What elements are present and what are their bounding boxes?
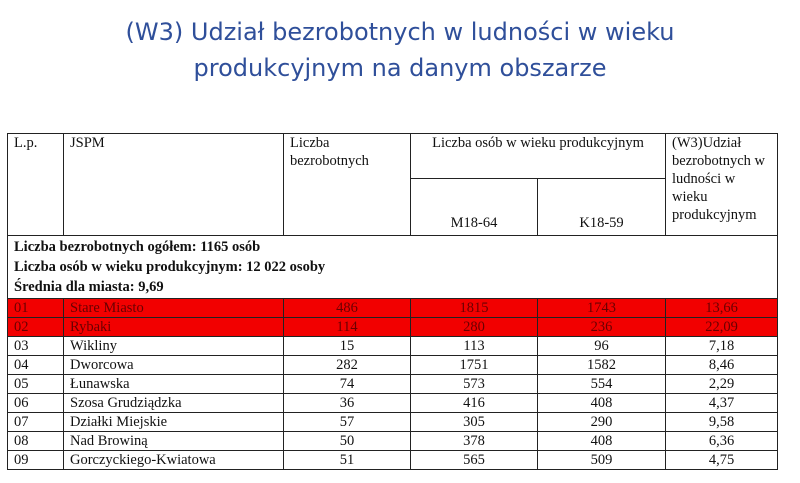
cell-w3: 4,75 <box>666 451 778 470</box>
cell-name: Nad Browiną <box>64 432 284 451</box>
cell-b: 36 <box>284 394 411 413</box>
header-w3: (W3)Udział bezrobotnych w ludności w wieku produkcyjnym <box>666 134 778 236</box>
cell-m: 378 <box>411 432 538 451</box>
cell-lp: 04 <box>8 356 64 375</box>
cell-lp: 09 <box>8 451 64 470</box>
header-lp: L.p. <box>8 134 64 236</box>
cell-w3: 7,18 <box>666 337 778 356</box>
cell-m: 113 <box>411 337 538 356</box>
cell-b: 282 <box>284 356 411 375</box>
summary-line: Liczba bezrobotnych ogółem: 1165 osób <box>14 239 261 255</box>
cell-k: 1743 <box>538 299 666 318</box>
cell-k: 1582 <box>538 356 666 375</box>
title-line-1: (W3) Udział bezrobotnych w ludności w wieku <box>125 18 675 46</box>
summary-line: Średnia dla miasta: 9,69 <box>14 279 164 295</box>
cell-b: 486 <box>284 299 411 318</box>
cell-k: 509 <box>538 451 666 470</box>
cell-w3: 6,36 <box>666 432 778 451</box>
cell-name: Szosa Grudziądzka <box>64 394 284 413</box>
cell-w3: 13,66 <box>666 299 778 318</box>
cell-k: 96 <box>538 337 666 356</box>
slide-title <box>0 14 800 86</box>
cell-b: 74 <box>284 375 411 394</box>
header-jspm: JSPM <box>64 134 284 236</box>
cell-m: 416 <box>411 394 538 413</box>
cell-lp: 03 <box>8 337 64 356</box>
cell-name: Rybaki <box>64 318 284 337</box>
summary-block <box>8 236 778 299</box>
header-m: M18-64 <box>411 179 538 236</box>
cell-m: 305 <box>411 413 538 432</box>
cell-w3: 2,29 <box>666 375 778 394</box>
table-row <box>8 375 778 394</box>
header-k: K18-59 <box>538 179 666 236</box>
cell-k: 290 <box>538 413 666 432</box>
table-row <box>8 299 778 318</box>
cell-lp: 08 <box>8 432 64 451</box>
title-line-2: produkcyjnym na danym obszarze <box>193 54 607 82</box>
cell-w3: 4,37 <box>666 394 778 413</box>
cell-w3: 8,46 <box>666 356 778 375</box>
cell-name: Działki Miejskie <box>64 413 284 432</box>
header-liczba: Liczba bezrobotnych <box>284 134 411 236</box>
cell-w3: 22,09 <box>666 318 778 337</box>
cell-lp: 06 <box>8 394 64 413</box>
cell-w3: 9,58 <box>666 413 778 432</box>
table-row <box>8 394 778 413</box>
cell-m: 1815 <box>411 299 538 318</box>
cell-b: 15 <box>284 337 411 356</box>
summary-line: Liczba osób w wieku produkcyjnym: 12 022 osoby <box>14 259 326 275</box>
cell-m: 565 <box>411 451 538 470</box>
unemployment-table <box>7 133 778 470</box>
cell-lp: 02 <box>8 318 64 337</box>
table-row <box>8 337 778 356</box>
cell-m: 1751 <box>411 356 538 375</box>
table-row <box>8 451 778 470</box>
cell-name: Wikliny <box>64 337 284 356</box>
cell-k: 554 <box>538 375 666 394</box>
cell-lp: 05 <box>8 375 64 394</box>
table-row <box>8 432 778 451</box>
cell-lp: 01 <box>8 299 64 318</box>
cell-b: 114 <box>284 318 411 337</box>
cell-m: 280 <box>411 318 538 337</box>
table-row <box>8 356 778 375</box>
cell-name: Łunawska <box>64 375 284 394</box>
cell-b: 50 <box>284 432 411 451</box>
cell-b: 51 <box>284 451 411 470</box>
cell-m: 573 <box>411 375 538 394</box>
cell-k: 408 <box>538 432 666 451</box>
cell-k: 408 <box>538 394 666 413</box>
cell-lp: 07 <box>8 413 64 432</box>
table-row <box>8 413 778 432</box>
cell-b: 57 <box>284 413 411 432</box>
cell-name: Dworcowa <box>64 356 284 375</box>
cell-name: Stare Miasto <box>64 299 284 318</box>
cell-name: Gorczyckiego-Kwiatowa <box>64 451 284 470</box>
table-row <box>8 318 778 337</box>
cell-k: 236 <box>538 318 666 337</box>
header-group: Liczba osób w wieku produkcyjnym <box>411 134 666 179</box>
